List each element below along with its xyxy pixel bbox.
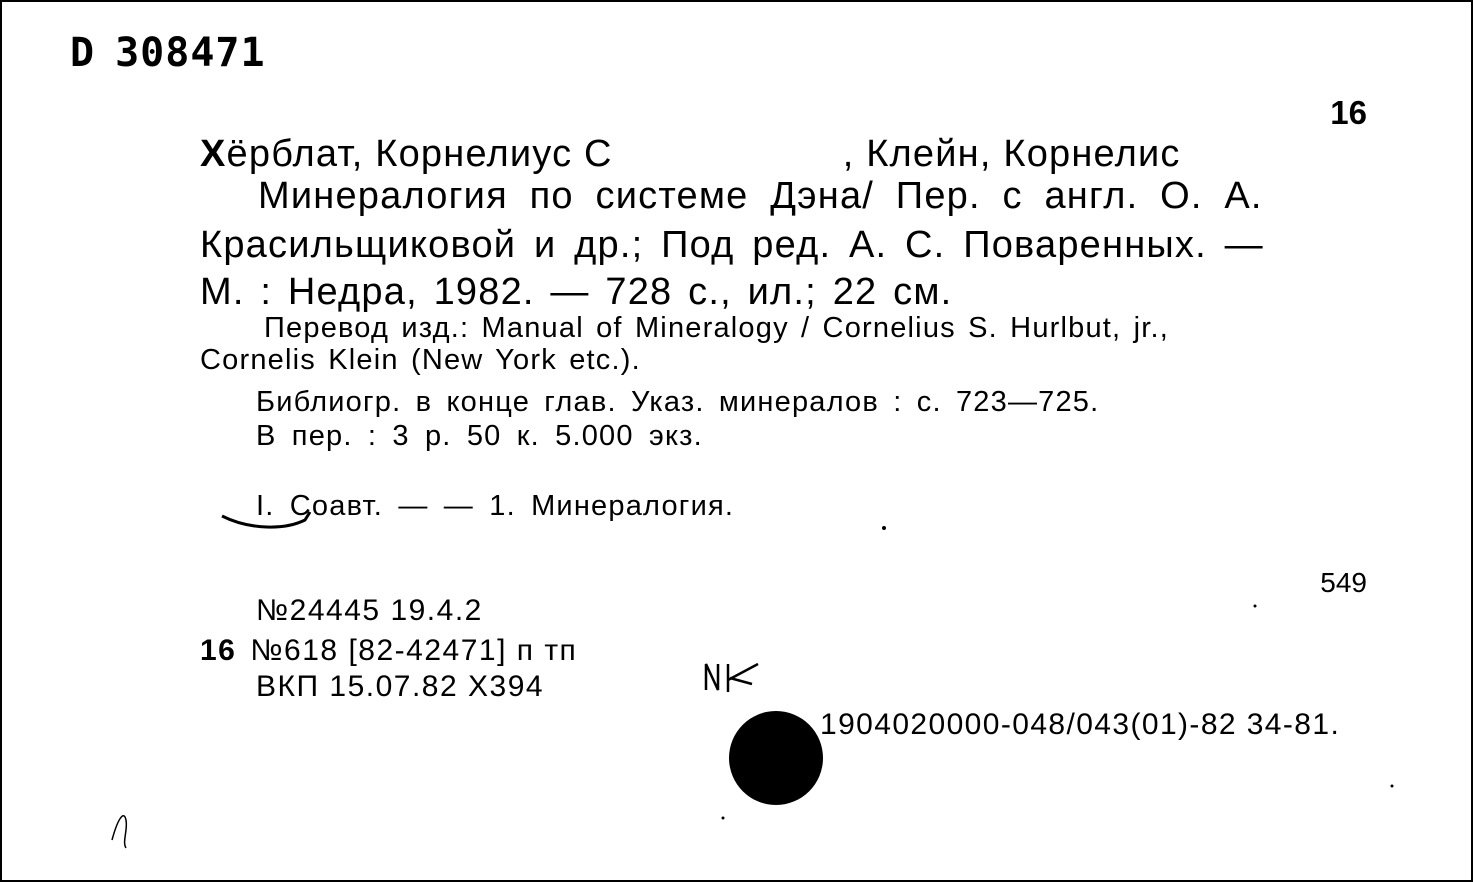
author-initial: Х	[200, 133, 227, 175]
coauthor-name: , Клейн, Корнелис	[842, 133, 1181, 175]
record-line-2-lead: 16	[200, 634, 237, 667]
handwritten-initials	[706, 664, 758, 692]
price-note: В пер. : 3 р. 50 к. 5.000 экз.	[256, 420, 703, 452]
accession-digits: 308471	[115, 30, 266, 76]
record-line-3: ВКП 15.07.82 Х394	[256, 670, 545, 703]
publisher-code: 1904020000-048/043(01)-82 34-81.	[820, 708, 1341, 741]
title-line-1: Минералогия по системе Дэна/ Пер. с англ. О. А.	[258, 175, 1263, 217]
record-line-1: №24445 19.4.2	[256, 594, 483, 627]
dot-mark-1	[882, 526, 886, 530]
bibliography-note: Библиогр. в конце глав. Указ. минералов : с. 723—725.	[256, 386, 1100, 418]
tracings-swash	[222, 512, 310, 527]
title-line-2: Красильщиковой и др.; Под ред. А. С. Поваренных. —	[200, 224, 1264, 266]
card-number: 549	[1320, 567, 1367, 598]
translation-note-1: Перевод изд.: Manual of Mineralogy / Cornelius S. Hurlbut, jr.,	[264, 312, 1169, 344]
stray-mark-left	[112, 816, 126, 848]
accession-prefix: D	[70, 30, 96, 76]
record-line-2-text: №618 [82-42471] п тп	[250, 634, 578, 667]
dot-mark-2	[1254, 605, 1257, 608]
author-name: ёрблат, Корнелиус С	[226, 133, 613, 175]
shelf-number: 16	[1330, 94, 1367, 131]
imprint-line: М. : Недра, 1982. — 728 с., ил.; 22 см.	[200, 271, 953, 313]
tracings: I. Соавт. — — 1. Минералогия.	[256, 490, 735, 522]
punch-hole	[729, 711, 823, 805]
dot-mark-3	[1391, 785, 1394, 788]
dot-mark-4	[722, 817, 725, 820]
translation-note-2: Cornelis Klein (New York etc.).	[200, 344, 641, 376]
